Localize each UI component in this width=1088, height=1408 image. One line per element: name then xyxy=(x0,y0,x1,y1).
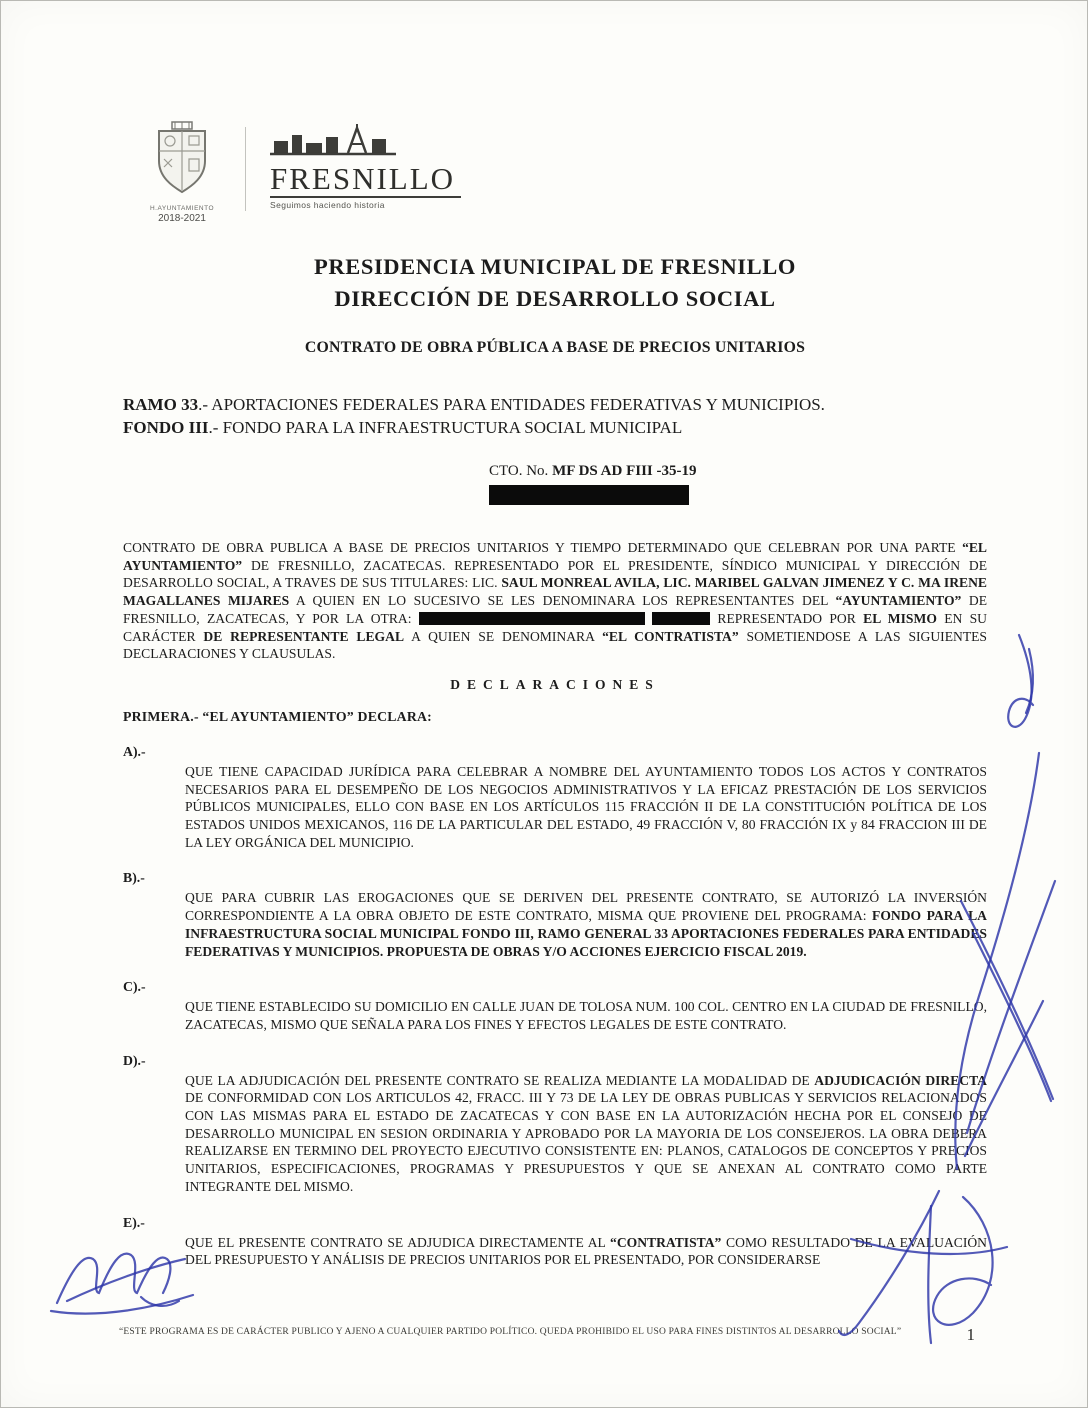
contract-number-value: MF DS AD FIII -35-19 xyxy=(552,463,697,479)
document-body xyxy=(123,251,987,1269)
section-d-label: D).- xyxy=(123,1052,146,1068)
signature-ink-curl xyxy=(1008,635,1033,727)
ramo-label: RAMO 33 xyxy=(123,395,199,414)
program-fondo-line xyxy=(123,416,987,439)
title-line-2: DIRECCIÓN DE DESARROLLO SOCIAL xyxy=(334,286,776,311)
section-b-label: B).- xyxy=(123,870,145,886)
contract-number-label: CTO. No. xyxy=(489,463,549,479)
section-d xyxy=(123,1053,987,1196)
fresnillo-wordmark: FRESNILLO xyxy=(270,162,461,198)
fresnillo-tagline: Seguimos haciendo historia xyxy=(270,200,385,210)
program-block xyxy=(123,393,987,439)
section-e-text: QUE EL PRESENTE CONTRATO SE ADJUDICA DIRECTAMENTE AL “CONTRATISTA” COMO RESULTADO DE LA EVALUACIÓN DEL PRESUPUESTO Y ANÁLISIS DE PRECIOS UNITARIOS POR EL PRESENTADO, POR CONSIDERARSE xyxy=(185,1234,988,1268)
section-a-text: QUE TIENE CAPACIDAD JURÍDICA PARA CELEBRAR A NOMBRE DEL AYUNTAMIENTO TODOS LOS ACTOS Y CONTRATOS NECESARIOS PARA EL DESEMPEÑO DE LOS NEGOCIOS ADMINISTRATIVOS Y LA EFICAZ PRESTACIÓN DE LOS SERVICIOS PÚBLICOS MUNICIPALES, ELLO CON BASE EN LOS ARTÍCULOS 115 FRACCIÓN II DE LA CONSTITUCIÓN POLÍTICA DE LOS ESTADOS UNIDOS MEXICANOS, 116 DE LA PARTICULAR DEL ESTADO, 49 FRACCIÓN V, 80 FRACCIÓN IX y 84 FRACCION III DE LA LEY ORGÁNICA DEL MUNICIPIO. xyxy=(185,763,987,850)
ramo-text: .- APORTACIONES FEDERALES PARA ENTIDADES FEDERATIVAS Y MUNICIPIOS. xyxy=(198,395,825,414)
program-ramo-line xyxy=(123,393,987,416)
section-a-label: A).- xyxy=(123,743,146,759)
section-e xyxy=(123,1215,987,1269)
redaction-bar xyxy=(489,485,689,505)
section-a xyxy=(123,744,987,852)
section-d-text: QUE LA ADJUDICACIÓN DEL PRESENTE CONTRATO SE REALIZA MEDIANTE LA MODALIDAD DE ADJUDICACIÓN DIRECTA DE CONFORMIDAD CON LOS ARTICULOS 42, FRACC. III Y 73 DE LA LEY DE OBRAS PUBLICAS Y SERVICIOS RELACIONADOS CON LAS MISMAS PARA EL ESTADO DE ZACATECAS Y CON BASE EN LA AUTORIZACIÓN HECHA POR EL CONSEJO DE DESARROLLO MUNICIPAL EN SESION ORDINARIA Y APROBADO POR LA MAYORIA DE LOS CONSEJEROS. LA OBRA DEBERA REALIZARSE EN TERMINO DEL PROYECTO EJECUTIVO CONSISTENTE EN: PLANOS, CATALOGOS DE CONCEPTOS Y PRECIOS UNITARIOS, ESPECIFICACIONES, PROGRAMAS Y PRESUPUESTOS Y QUE SE ANEXAN AL CONTRATO COMO PARTE INTEGRANTE DEL MISMO. xyxy=(185,1072,987,1194)
crest-shield-icon xyxy=(151,121,213,197)
page-number: 1 xyxy=(966,1325,975,1344)
section-c-label: C).- xyxy=(123,979,146,995)
fondo-label: FONDO III xyxy=(123,418,209,437)
municipal-crest-logo xyxy=(139,121,225,224)
footer-disclaimer: “ESTE PROGRAMA ES DE CARÁCTER PUBLICO Y AJENO A CUALQUIER PARTIDO POLÍTICO. QUEDA PROHIBIDO EL USO PARA FINES DISTINTOS AL DESARROLLO SOCIAL” xyxy=(119,1327,902,1337)
section-b xyxy=(123,870,987,960)
mine-skyline-icon xyxy=(270,123,396,157)
document-subtitle: CONTRATO DE OBRA PÚBLICA A BASE DE PRECIOS UNITARIOS xyxy=(304,339,806,356)
fondo-text: .- FONDO PARA LA INFRAESTRUCTURA SOCIAL MUNICIPAL xyxy=(208,418,683,437)
redaction-bar xyxy=(419,612,645,625)
page-title xyxy=(123,251,987,315)
fresnillo-logo xyxy=(270,121,461,210)
logo-divider xyxy=(245,127,246,211)
primera-declaration: PRIMERA.- “EL AYUNTAMIENTO” DECLARA: xyxy=(123,708,432,724)
section-e-label: E).- xyxy=(123,1214,145,1230)
section-c-text: QUE TIENE ESTABLECIDO SU DOMICILIO EN CALLE JUAN DE TOLOSA NUM. 100 COL. CENTRO EN LA CIUDAD DE FRESNILLO, ZACATECAS, MISMO QUE SEÑALA PARA LOS FINES Y EFECTOS LEGALES DE ESTE CONTRATO. xyxy=(185,999,987,1032)
section-c xyxy=(123,979,987,1033)
crest-years: 2018-2021 xyxy=(158,213,206,224)
crest-caption: H.AYUNTAMIENTO xyxy=(149,205,215,212)
intro-paragraph: CONTRATO DE OBRA PUBLICA A BASE DE PRECIOS UNITARIOS Y TIEMPO DETERMINADO QUE CELEBRAN POR UNA PARTE “EL AYUNTAMIENTO” DE FRESNILLO, ZACATECAS. REPRESENTADO POR EL PRESIDENTE, SÍNDICO MUNICIPAL Y DIRECCIÓN DE DESARROLLO SOCIAL, A TRAVES DE SUS TITULARES: LIC. SAUL MONREAL AVILA, LIC. MARIBEL GALVAN JIMENEZ Y C. MA IRENE MAGALLANES MIJARES A QUIEN EN LO SUCESIVO SE LES DENOMINARA LOS REPRESENTANTES DEL “AYUNTAMIENTO” DE FRESNILLO, ZACATECAS, Y POR LA OTRA: REPRESENTADO POR EL MISMO EN SU CARÁCTER DE REPRESENTANTE LEGAL A QUIEN SE DENOMINARA “EL CONTRATISTA” SOMETIENDOSE A LAS SIGUIENTES DECLARACIONES Y CLAUSULAS. xyxy=(123,540,988,662)
redaction-bar xyxy=(652,612,710,625)
header-logos xyxy=(139,121,461,224)
title-line-1: PRESIDENCIA MUNICIPAL DE FRESNILLO xyxy=(314,254,796,279)
section-b-text: QUE PARA CUBRIR LAS EROGACIONES QUE SE DERIVEN DEL PRESENTE CONTRATO, SE AUTORIZÓ LA INVERSIÓN CORRESPONDIENTE A LA OBRA OBJETO DE ESTE CONTRATO, MISMA QUE PROVIENE DEL PROGRAMA: FONDO PARA LA INFRAESTRUCTURA SOCIAL MUNICIPAL FONDO III, RAMO GENERAL 33 APORTACIONES FEDERALES PARA ENTIDADES FEDERATIVAS Y MUNICIPIOS. PROPUESTA DE OBRAS Y/O ACCIONES EJERCICIO FISCAL 2019. xyxy=(185,890,987,959)
contract-number-line xyxy=(489,463,987,505)
declarations-heading: DECLARACIONES xyxy=(450,676,660,692)
